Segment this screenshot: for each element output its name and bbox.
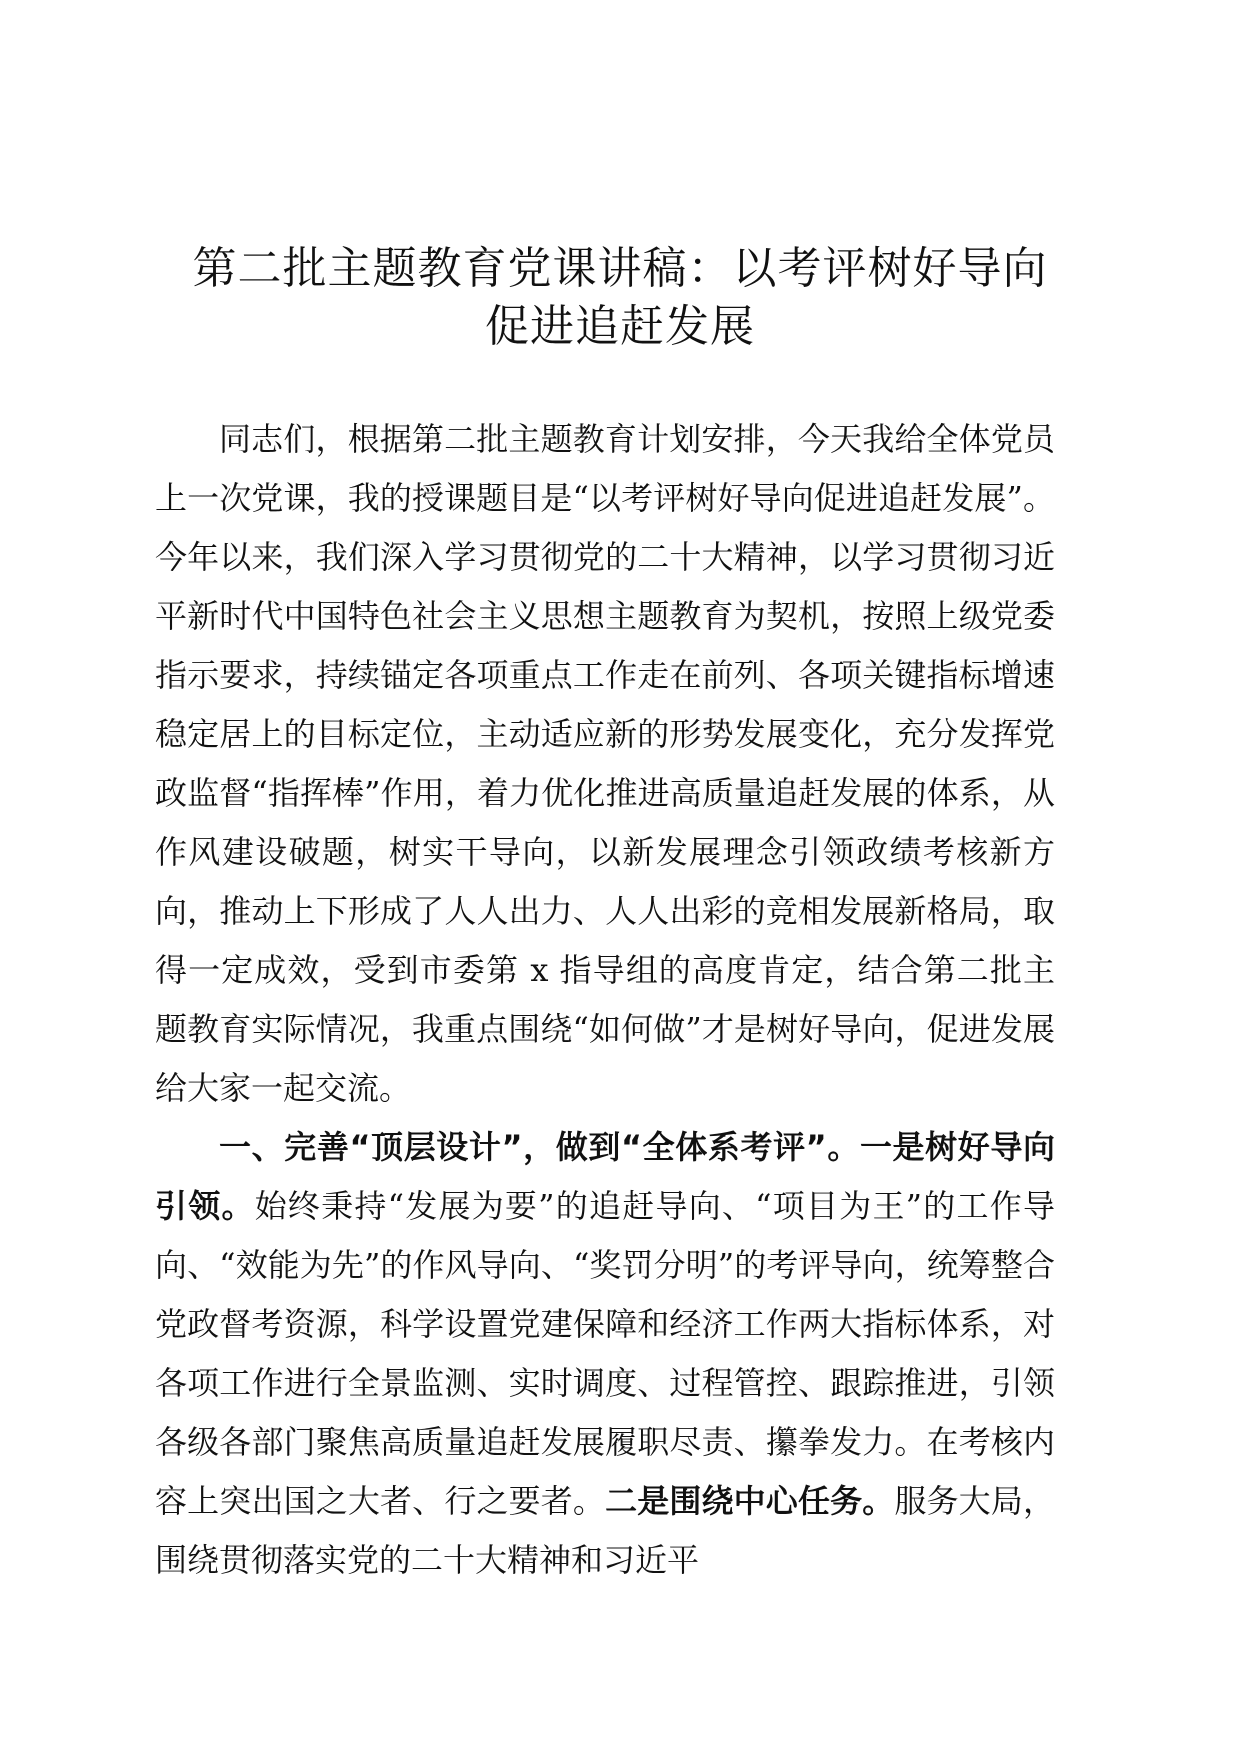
section-1-heading: 一、完善“顶层设计”，做到“全体系考评”。 xyxy=(219,1128,860,1166)
title-line-2: 促进追赶发展 xyxy=(485,301,755,352)
intro-paragraph: 同志们，根据第二批主题教育计划安排，今天我给全体党员上一次党课，我的授课题目是“以考评树好导向促进追赶发展”。今年以来，我们深入学习贯彻党的二十大精神，以学习贯彻习近平新时代中国特色社会主义思想主题教育为契机，按照上级党委指示要求，持续锚定各项重点工作走在前列、各项关键指标增速稳定居上的目标定位，主动适应新的形势发展变化，充分发挥党政监督“指挥棒”作用，着力优化推进高质量追赶发展的体系，从作风建设破题，树实干导向，以新发展理念引领政绩考核新方向，推动上下形成了人人出力、人人出彩的竞相发展新格局，取得一定成效，受到市委第 x 指导组的高度肯定，结合第二批主题教育实际情况，我重点围绕“如何做”才是树好导向，促进发展给大家一起交流。 xyxy=(155,420,1055,1107)
section-1-paragraph xyxy=(155,1118,1055,1590)
point-1-lead: 一是树好导向引领。 xyxy=(155,1128,1055,1225)
point-2-lead: 二是围绕中心任务。 xyxy=(605,1482,895,1520)
title-line-1: 第二批主题教育党课讲稿：以考评树好导向 xyxy=(192,243,1048,294)
document-body xyxy=(155,410,1055,1590)
document-title xyxy=(150,240,1090,356)
point-1-text: 始终秉持“发展为要”的追赶导向、“项目为王”的工作导向、“效能为先”的作风导向、“奖罚分明”的考评导向，统筹整合党政督考资源，科学设置党建保障和经济工作两大指标体系，对各项工作进行全景监测、实时调度、过程管控、跟踪推进，引领各级各部门聚焦高质量追赶发展履职尽责、攥拳发力。在考核内容上突出国之大者、行之要者。 xyxy=(155,1187,1055,1520)
point-2-text: 服务大局，围绕贯彻落实党的二十大精神和习近平 xyxy=(155,1482,1055,1579)
